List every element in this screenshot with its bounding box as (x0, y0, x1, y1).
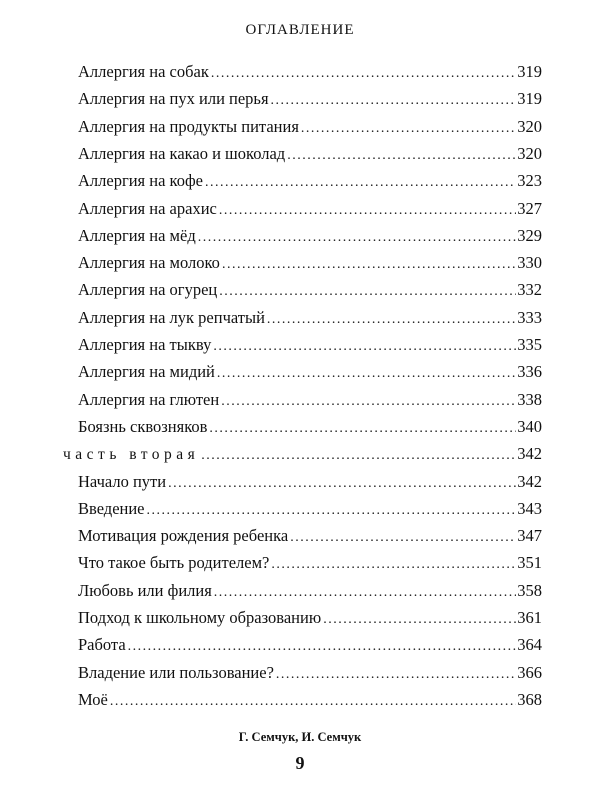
toc-entry-title: Что такое быть родителем? (78, 553, 270, 573)
toc-entry (78, 280, 542, 304)
toc-entry-page: 319 (517, 89, 542, 109)
toc-entry-page: 351 (517, 553, 542, 573)
toc-entry (78, 526, 542, 550)
toc-entry-title: Аллергия на арахис (78, 198, 217, 218)
toc-entry-page: 336 (517, 362, 542, 382)
toc-leader (147, 503, 517, 519)
toc-entry (78, 472, 542, 496)
toc-entry (78, 608, 542, 632)
toc-entry-page: 327 (517, 198, 542, 218)
toc-entry-page: 364 (517, 635, 542, 655)
toc-entry-title: Работа (78, 635, 126, 655)
toc-entry-title: Мотивация рождения ребенка (78, 526, 289, 546)
toc-entry (78, 690, 542, 714)
toc-leader (128, 639, 517, 655)
toc-entry-title: Моё (78, 689, 108, 709)
toc-entry-title: Аллергия на глютен (78, 389, 220, 409)
toc-entry-title: Владение или пользование? (78, 662, 274, 682)
toc-entry-title: Аллергия на пух или перья (78, 89, 269, 109)
toc-leader (201, 448, 516, 464)
toc-entry (78, 117, 542, 141)
toc-entry-title: Аллергия на тыкву (78, 335, 212, 354)
toc-entry-title: Аллергия на мидий (78, 362, 215, 382)
toc-entry (78, 390, 542, 414)
toc-leader (217, 366, 516, 382)
toc-entry-page: 333 (517, 307, 542, 327)
toc-entry-title: Аллергия на лук репчатый (78, 307, 265, 327)
toc-leader (287, 148, 516, 164)
toc-entry-title: Аллергия на собак (78, 62, 209, 81)
toc-entry-title: Любовь или филия (78, 580, 212, 600)
toc-entry-page: 319 (517, 62, 542, 81)
toc-entry-title: Подход к школьному образованию (78, 608, 322, 627)
toc-entry-page: 342 (517, 444, 542, 464)
toc-entry (78, 335, 542, 359)
toc-entry (78, 253, 542, 277)
toc-leader (198, 230, 517, 246)
toc-entry-page: 320 (517, 143, 542, 163)
toc-entry (78, 663, 542, 687)
toc-leader (219, 203, 516, 219)
toc-leader (168, 476, 516, 492)
toc-leader (214, 585, 516, 601)
toc-entry (78, 89, 542, 113)
toc-leader (222, 257, 516, 273)
toc-entry (78, 308, 542, 332)
toc-entry-page: 329 (517, 225, 542, 245)
toc-entry-page: 358 (517, 580, 542, 600)
toc-entry (78, 144, 542, 168)
toc-entry-page: 340 (517, 416, 542, 436)
toc-leader (301, 121, 516, 137)
toc-entry-title: Аллергия на кофе (78, 171, 203, 191)
toc-entry-page: 361 (517, 608, 542, 627)
toc-entry-page: 347 (517, 526, 542, 546)
toc-entry-title: Начало пути (78, 471, 167, 491)
toc-entry-page: 343 (517, 498, 542, 518)
toc-leader (205, 175, 516, 191)
toc-entry (78, 635, 542, 659)
toc-entry-page: 335 (517, 335, 542, 354)
toc-leader (271, 93, 517, 109)
toc-entry-title: Аллергия на продукты питания (78, 116, 299, 136)
toc-entry-title: Аллергия на мёд (78, 225, 196, 245)
toc-entry (78, 553, 542, 577)
toc-leader (221, 394, 516, 410)
toc-entry-title: Аллергия на молоко (78, 253, 220, 273)
toc-entry (78, 417, 542, 441)
toc-entry-page: 323 (517, 171, 542, 191)
page-header: ОГЛАВЛЕНИЕ (245, 22, 355, 38)
toc-leader (110, 694, 516, 710)
toc-entry-page: 330 (517, 253, 542, 273)
toc-entry-title: Введение (78, 498, 145, 518)
page-number: 9 (295, 753, 305, 773)
toc-entry (78, 581, 542, 605)
toc-entry-page: 342 (517, 471, 542, 491)
toc-entry (78, 226, 542, 250)
toc-leader (271, 557, 516, 573)
toc-entry-title: Боязнь сквозняков (78, 416, 208, 436)
toc-entry-title: Аллергия на какао и шоколад (78, 143, 286, 163)
toc-entry (78, 199, 542, 223)
toc-entry-page: 366 (517, 662, 542, 682)
toc-entry-title: Аллергия на огурец (78, 280, 218, 300)
footer-authors: Г. Семчук, И. Семчук (238, 730, 362, 744)
toc-leader (219, 284, 516, 300)
toc-entry (78, 362, 542, 386)
toc-leader (290, 530, 516, 546)
toc-leader (209, 421, 516, 437)
toc-entry-page: 320 (517, 116, 542, 136)
toc-leader (323, 612, 516, 628)
toc-leader (213, 339, 516, 355)
toc-entry (78, 171, 542, 195)
toc-entry-page: 368 (517, 689, 542, 709)
toc-entry (78, 499, 542, 523)
toc-leader (276, 667, 516, 683)
toc-leader (211, 66, 516, 82)
toc-part-heading (63, 444, 542, 468)
toc-entry-page: 338 (517, 389, 542, 409)
toc-leader (267, 312, 516, 328)
toc-entry-page: 332 (517, 280, 542, 300)
toc-entry (78, 62, 542, 86)
toc-part-title: часть вторая (63, 446, 200, 464)
